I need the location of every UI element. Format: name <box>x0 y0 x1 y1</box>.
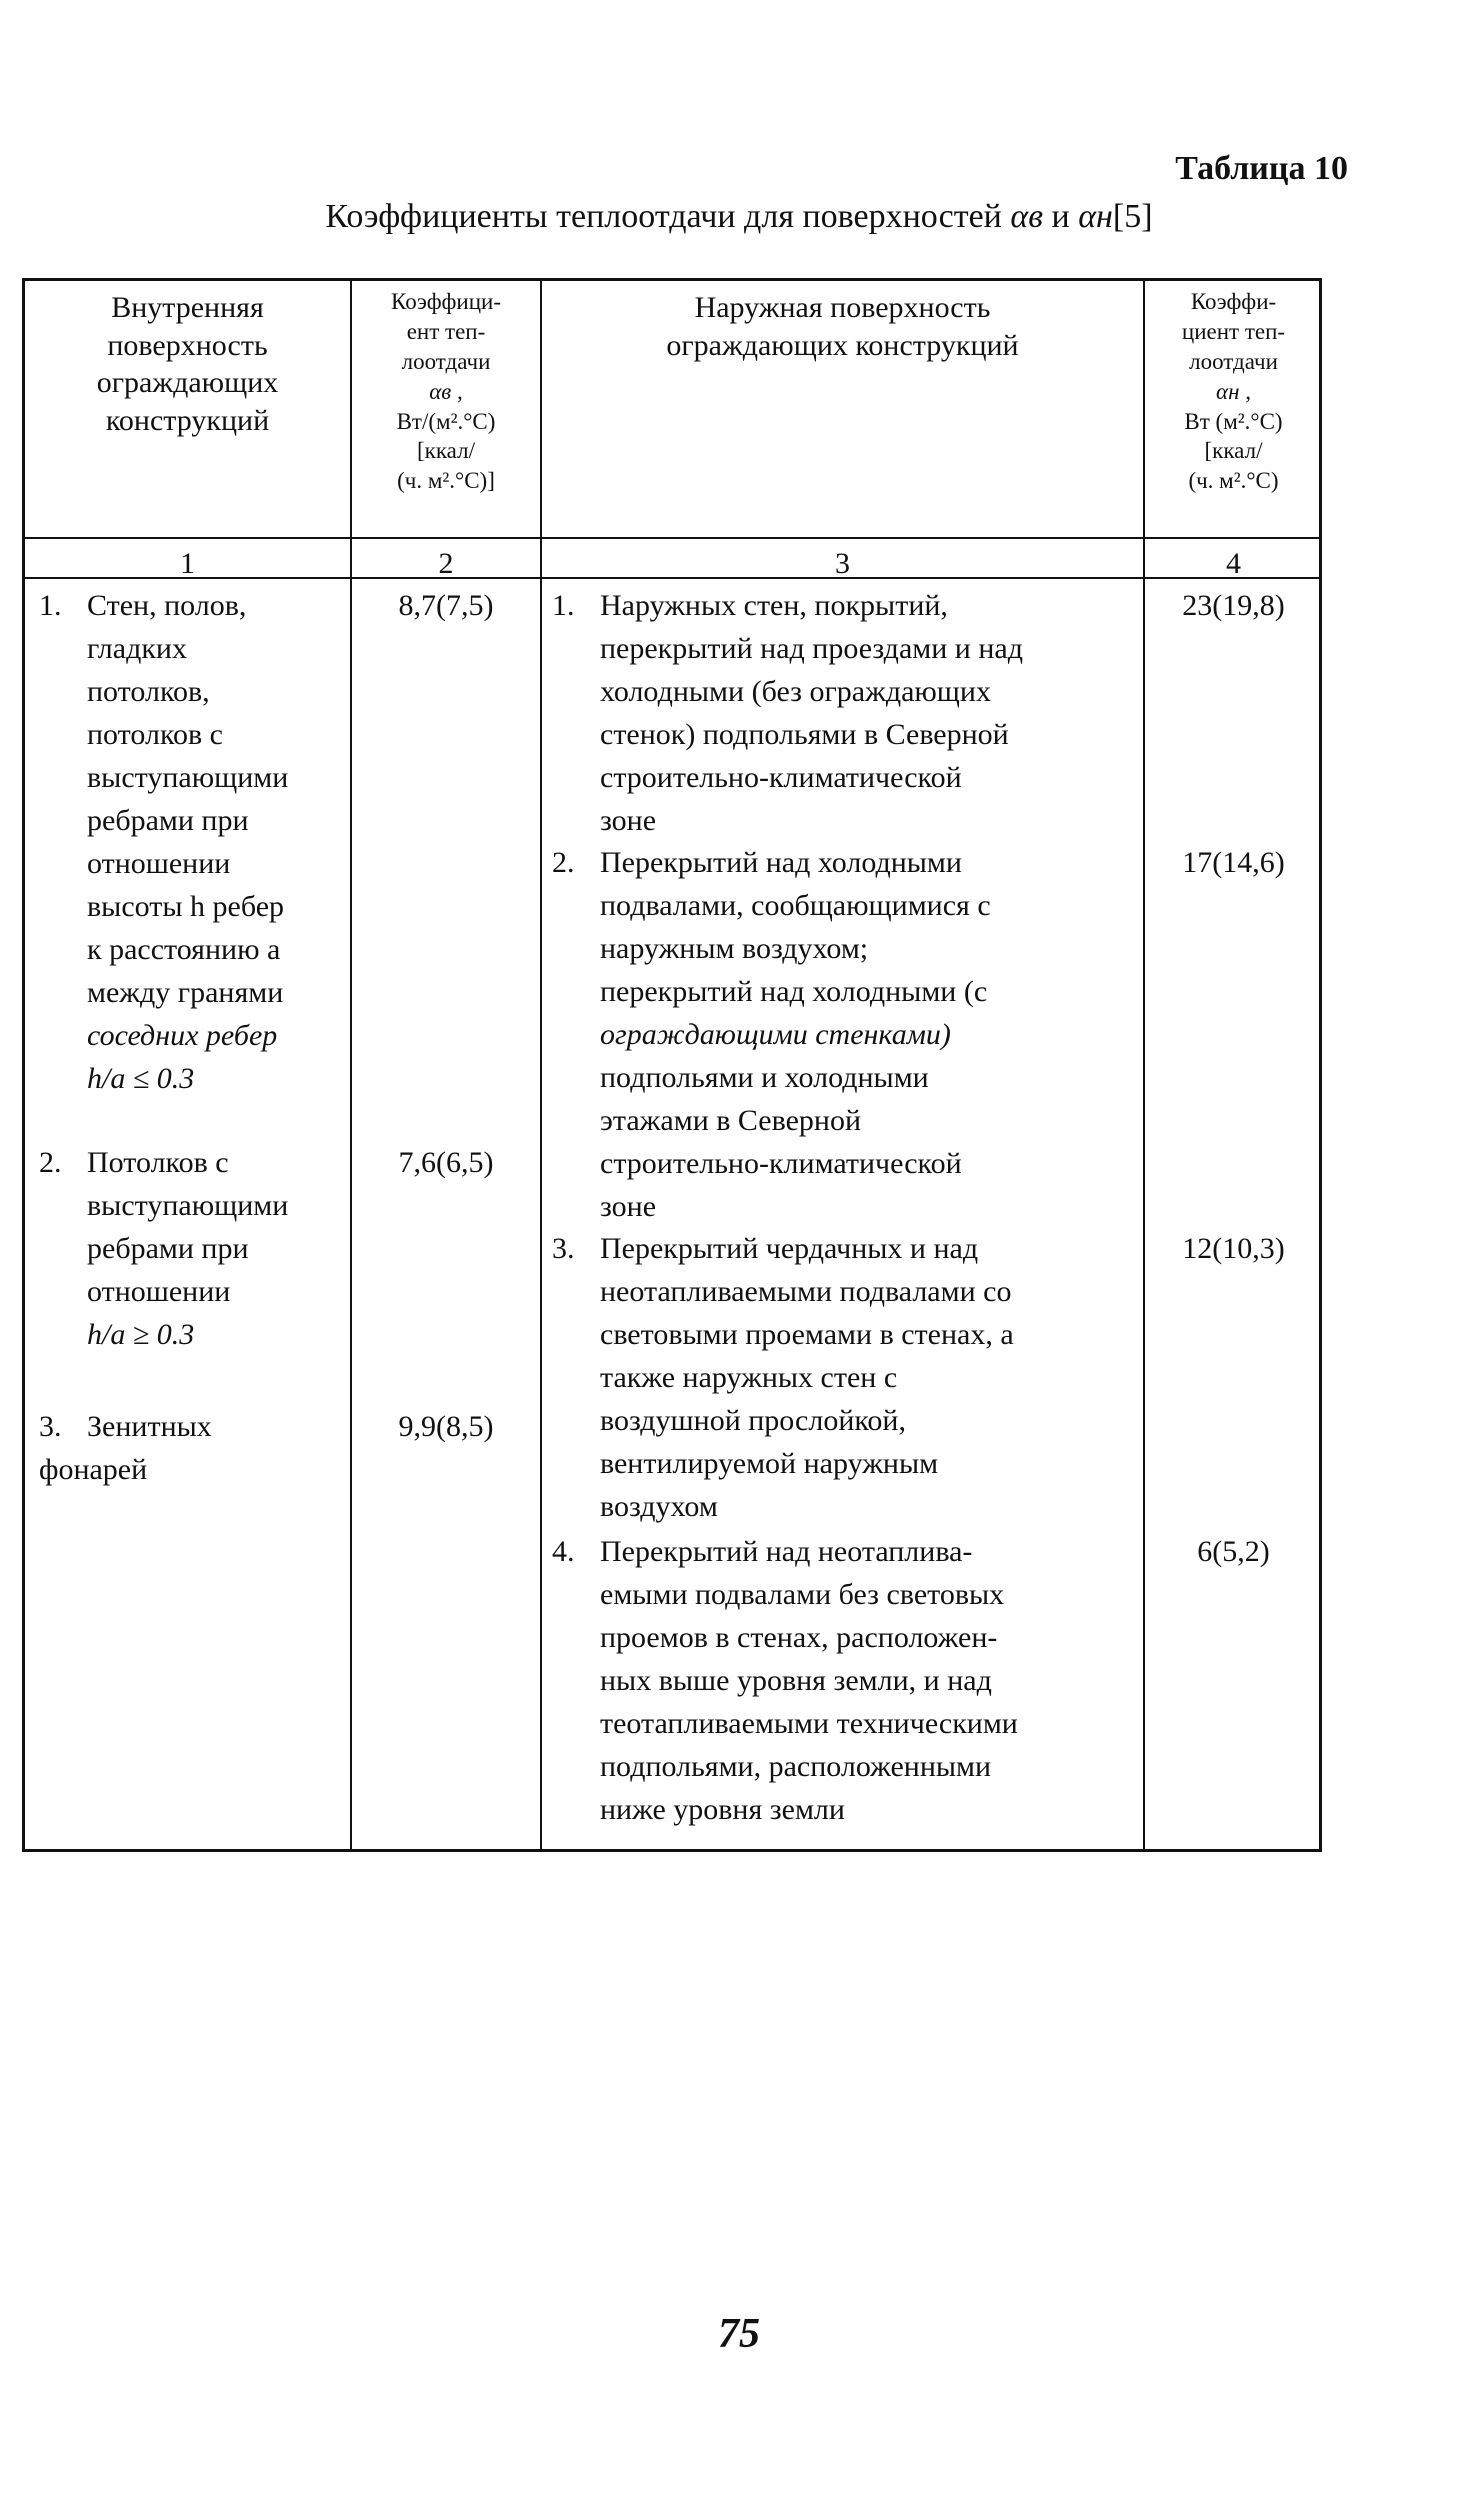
column-number: 1 <box>180 547 195 580</box>
text-line: Зенитных <box>87 1410 212 1443</box>
inner-item-3 <box>39 1405 344 1491</box>
text-line: воздухом <box>600 1490 718 1523</box>
outer-item-4 <box>552 1530 1142 1831</box>
text-line: Стен, полов, <box>87 589 247 622</box>
inner-item-2 <box>39 1141 344 1356</box>
column-number: 4 <box>1226 547 1241 580</box>
item-text <box>39 584 344 1100</box>
text-line: подвалами, сообщающимися с <box>600 889 991 922</box>
header-line: лоотдачи <box>401 348 491 374</box>
text-line: потолков с <box>87 718 223 751</box>
text-line: перекрытий над холодными (с <box>600 975 988 1008</box>
heat-transfer-table <box>22 278 1322 1852</box>
header-line: [ккал/ <box>1204 438 1263 464</box>
table-label: Таблица 10 <box>1175 150 1348 187</box>
text-line: зоне <box>600 1190 657 1223</box>
text-line: емыми подвалами без световых <box>600 1578 1005 1611</box>
outer-item-3 <box>552 1227 1142 1528</box>
text-line: ребрами при <box>87 804 249 837</box>
header-line: Внутренняя <box>111 291 264 324</box>
item-number: 2. <box>39 1146 62 1179</box>
column-number: 2 <box>438 547 454 580</box>
item-text <box>552 1530 1142 1831</box>
text-line: стенок) подпольями в Северной <box>600 718 1009 751</box>
text-line: Потолков с <box>87 1146 229 1179</box>
header-outer-surface <box>542 289 1143 364</box>
outer-value-4: 6(5,2) <box>1197 1535 1270 1568</box>
header-line: Наружная поверхность <box>694 291 991 324</box>
item-text <box>39 1405 344 1448</box>
text-line: световыми проемами в стенах, а <box>600 1318 1014 1351</box>
text-line: Перекрытий над холодными <box>600 846 962 879</box>
outer-value-2: 17(14,6) <box>1182 846 1285 879</box>
title-text: Коэффициенты теплоотдачи для поверхностей <box>325 198 1002 235</box>
item-number: 1. <box>552 589 575 622</box>
header-line: [ккал/ <box>417 438 475 464</box>
header-coef-outer <box>1145 287 1322 496</box>
text-line: зоне <box>600 804 657 837</box>
header-line: ограждающих <box>96 366 279 399</box>
header-line: ент теп- <box>406 318 486 344</box>
title-symbol-outer: αн <box>1078 198 1113 235</box>
text-line: строительно-климатической <box>600 761 962 794</box>
text-line: отношении <box>87 847 231 880</box>
text-line: также наружных стен с <box>600 1361 898 1394</box>
title-ref: [5] <box>1112 198 1153 235</box>
header-line: αн , <box>1216 378 1251 404</box>
text-line: h/a ≥ 0.3 <box>87 1318 195 1351</box>
text-line: выступающими <box>87 1189 289 1222</box>
text-line: теотапливаемыми техническими <box>600 1707 1018 1740</box>
header-line: (ч. м².°С) <box>1188 468 1279 494</box>
title-symbol-inner: αв <box>1010 198 1043 235</box>
header-line: конструкций <box>105 403 270 437</box>
item-number: 3. <box>552 1232 575 1265</box>
text-line: этажами в Северной <box>600 1104 862 1137</box>
header-line: ограждающих конструкций <box>666 328 1019 362</box>
text-line: высоты h ребер <box>87 890 285 923</box>
text-line: воздушной прослойкой, <box>600 1404 906 1437</box>
text-line: Перекрытий чердачных и над <box>600 1232 979 1265</box>
column-divider <box>540 281 542 1849</box>
header-line: лоотдачи <box>1189 348 1278 374</box>
inner-item-1 <box>39 584 344 1100</box>
page-number: 75 <box>718 2311 760 2357</box>
header-line: Вт/(м².°С) <box>396 408 496 434</box>
header-inner-surface <box>25 289 350 439</box>
text-line: наружным воздухом; <box>600 932 869 965</box>
text-line: соседних ребер <box>87 1019 278 1052</box>
title-conj: и <box>1051 198 1070 235</box>
column-divider <box>1143 281 1145 1849</box>
text-line: подпольями, расположенными <box>600 1750 992 1783</box>
item-number: 4. <box>552 1535 575 1568</box>
inner-value-2: 7,6(6,5) <box>398 1146 494 1179</box>
item-number: 1. <box>39 589 62 622</box>
header-line: αв , <box>429 378 463 404</box>
text-line: отношении <box>87 1275 231 1308</box>
header-line: Коэффици- <box>391 289 501 314</box>
text-line: подпольями и холодными <box>600 1061 929 1094</box>
text-line: потолков, <box>87 675 210 708</box>
text-line: вентилируемой наружным <box>600 1447 939 1480</box>
text-line: h/a ≤ 0.3 <box>87 1062 195 1095</box>
text-line: ребрами при <box>87 1232 249 1265</box>
text-line: выступающими <box>87 761 289 794</box>
column-number: 3 <box>835 547 850 580</box>
text-line: перекрытий над проездами и над <box>600 632 1023 665</box>
text-line: ниже уровня земли <box>600 1793 845 1826</box>
text-line: ных выше уровня земли, и над <box>600 1664 992 1697</box>
text-line: фонарей <box>39 1453 148 1486</box>
text-line: проемов в стенах, расположен- <box>600 1621 998 1654</box>
outer-item-1 <box>552 584 1142 842</box>
item-text <box>552 841 1142 1228</box>
row-divider <box>25 537 1319 539</box>
text-line: Наружных стен, покрытий, <box>600 589 948 622</box>
text-line: гладких <box>87 632 187 665</box>
text-line: строительно-климатической <box>600 1147 962 1180</box>
table-title <box>0 198 1478 236</box>
item-number: 2. <box>552 846 575 879</box>
item-number: 3. <box>39 1410 62 1443</box>
column-divider <box>350 281 352 1849</box>
text-line: между гранями <box>87 976 284 1009</box>
text-line: неотапливаемыми подвалами со <box>600 1275 1012 1308</box>
item-text <box>39 1141 344 1356</box>
outer-value-1: 23(19,8) <box>1182 589 1285 622</box>
outer-value-3: 12(10,3) <box>1182 1232 1285 1265</box>
text-line: Перекрытий над неотаплива- <box>600 1535 973 1568</box>
header-line: Коэффи- <box>1190 289 1277 314</box>
header-line: Вт (м².°С) <box>1184 408 1283 434</box>
text-line: холодными (без ограждающих <box>600 675 991 708</box>
inner-value-3: 9,9(8,5) <box>398 1410 494 1443</box>
header-line: (ч. м².°С)] <box>397 468 495 494</box>
inner-value-1: 8,7(7,5) <box>398 589 494 622</box>
text-line: к расстоянию a <box>87 933 281 966</box>
header-line: поверхность <box>107 328 268 362</box>
item-text <box>552 584 1142 842</box>
header-coef-inner <box>352 287 540 496</box>
text-line: ограждающими стенками) <box>600 1018 951 1051</box>
item-text <box>552 1227 1142 1528</box>
header-line: циент теп- <box>1181 318 1286 344</box>
outer-item-2 <box>552 841 1142 1228</box>
